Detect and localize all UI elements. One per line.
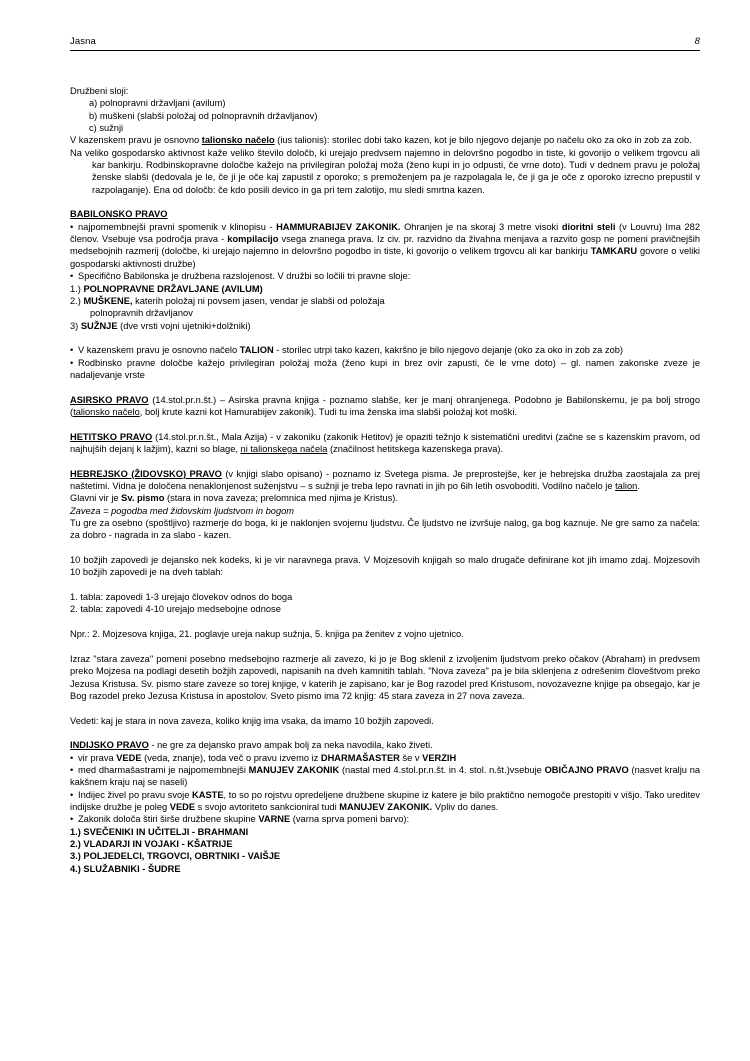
indian-bullet-manu [70,764,700,789]
talion-paragraph [70,134,700,146]
text-a: (v knjigi slabo opisano) - poznamo iz Svetega pisma. Je preprostejše, ker je hebrejska družba zaostajala za prej naštetimi. Vidna je določena nenaklonjenost suženjstvu – s sužnji je treba lepo ravnati in jih po 6ih letih osvoboditi. Vodilno načelo je [70,468,700,491]
label: SUŽNJE [80,320,118,331]
section-hebrejsko-pravo [70,468,700,493]
babylonian-class-1 [70,283,700,295]
rest: (dve vrsti vojni ujetniki+dolžniki) [117,320,251,331]
bullet-icon: • [70,345,74,356]
babylonian-class-2 [70,295,700,307]
rest: katerih položaj ni povsem jasen, vendar je slabši od položaja [132,295,385,306]
social-classes-label: Družbeni sloji: [70,86,129,96]
text-manujev-zakonik: MANUJEV ZAKONIK. [339,801,433,812]
text-a: Zakonik določa štiri širše družbene skupine [78,814,259,825]
num: 1.) [70,283,84,294]
bullet-icon: • [70,789,74,800]
page-header [70,36,700,51]
text-talion: talion [615,481,638,491]
header-author: Jasna [70,36,96,47]
spacer [70,727,700,739]
text-g: Vpliv do danes. [432,801,499,812]
spacer [70,640,700,652]
text-a: vir prava [78,752,117,763]
text-c: (varna sprva pomeni barvo): [290,814,410,825]
babylonian-class-3 [70,320,700,332]
text-e: (nasvet kralju na kakšnem kraju naj se naseli) [70,764,701,788]
heading-indijsko-pravo: INDIJSKO PRAVO [70,740,149,751]
text-c: (veda, znanje), toda več o pravu izvemo iz [141,752,321,763]
section-asirsko-pravo [70,394,700,419]
bullet-icon: • [70,271,74,282]
text-g: vsega znanega prava. Iz civ. pr. razvidno da živahna menjava a razvito gosp ne pomeni pravičnejših medsebojnih razmerij (določbe, ki urejajo najemno in delovršno pogodbo in tiste, ki govorijo o velikem trgovcu ali kar bankirju [70,234,701,257]
babylonian-class-2-cont: polnopravnih državljanov [90,308,193,319]
babylonian-bullet-hammurabi [70,221,700,270]
header-page-number: 8 [694,36,700,47]
spacer [70,616,700,628]
heading-rest: - ne gre za dejansko pravo ampak bolj za neka navodila, kako živeti. [148,740,433,751]
text-a: (14.stol.pr.n.št.) – Asirska pravna knjiga - poznamo slabše, ker je manj ohranjenega. Podobno je Babilonskemu, je pa bolj strogo ( [70,394,700,417]
spacer [70,196,700,208]
indian-bullet-varne [70,813,700,825]
text-c: - storilec utrpi tako kazen, kakršno je bilo njegovo dejanje (oko za oko in zob za zob) [273,345,624,356]
text-kompilacijo: kompilacijo [227,234,279,245]
text-vede: VEDE [169,801,196,812]
text: Rodbinsko pravne določbe kažejo privilegiran položaj moža (ženo kupi in brez ovir zapusti, če le vrne doto) – gl. namen zakonske zveze je nadaljevanje vrste [70,357,700,380]
text-e: (v Louvru) Ima 282 členov. Vsebuje vsa področja prava - [70,221,701,245]
document-body [70,85,700,875]
text: Specifično Babilonska je družbena razslojenost. V družbi so ločili tri pravne sloje: [78,271,411,282]
heading-hebrejsko-pravo: HEBREJSKO (ŽIDOVSKO) PRAVO [70,468,222,479]
varna-item: 4.) SLUŽABNIKI - ŠUDRE [70,863,181,874]
babylonian-bullet-talion [70,344,700,356]
text-c: Ohranjen je na skoraj 3 metre visoki [400,221,562,232]
spacer [70,542,700,554]
hebrew-relation-paragraph: Tu gre za osebno (spoštljivo) razmerje do boga, ki je naklonjen svojemu ljudstvu. Če ljudstvo ne izvršuje nalog, ga bog kaznuje. Ne gre samo za načela: za dobro - nagrada in za slabo - kazen. [70,518,700,541]
section-hetitsko-pravo [70,431,700,456]
talion-term: talionsko načelo [201,135,275,146]
text-talionsko-nacelo: talionsko načelo [73,406,140,417]
talion-post: (ius talionis): storilec dobi tako kazen, kot je bilo njegovo dejanje po načelu oko za oko in zob za zob. [274,135,692,146]
text-ni-talionskega-nacela: ni talionskega načela [240,443,328,454]
text-dioritni-steli: dioritni steli [561,221,616,232]
babylonian-bullet-classes [70,270,700,282]
commandments-intro: 10 božjih zapovedi je dejansko nek kodeks, ki je vir naravnega prava. V Mojzesovih knjigah so malo drugače definirane kot jih imamo zdaj. Mojzesovih 10 božjih zapovedi je na dveh tablah: [70,555,700,578]
bullet-icon: • [70,752,74,763]
text-a: med dharmašastrami je najpomembnejši [78,764,249,775]
label: MUŠKENE, [83,295,133,306]
commandments-example: Npr.: 2. Mojzesova knjiga, 21. poglavje ureja nakup sužnja, 5. knjiga pa ženitev z vojno ujetnico. [70,629,464,640]
heading-hetitsko-pravo: HETITSKO PRAVO [70,431,153,442]
spacer [70,381,700,393]
text-hammurabi: HAMMURABIJEV ZAKONIK. [276,221,401,232]
text-a: najpomembnejši pravni spomenik v klinopisu - [78,221,277,232]
indian-bullet-kaste [70,789,700,814]
bullet-icon: • [70,764,74,775]
text-a: Indijec živel po pravu svoje [78,789,193,800]
heading-babilonsko-pravo: BABILONSKO PRAVO [70,209,168,220]
text-dharmasaster: DHARMAŠASTER [320,752,400,763]
list-item: c) sužnji [89,123,124,134]
spacer [70,418,700,430]
text-b: (značilnost hetitskega kazenskega prava). [327,443,504,454]
text-varne: VARNE [258,814,291,825]
varna-item: 1.) SVEČENIKI IN UČITELJI - BRAHMANI [70,826,249,837]
section-indijsko-pravo [70,739,700,751]
text-e: še v [399,752,423,763]
text-kaste: KASTE [192,789,224,800]
text-a: V kazenskem pravu je osnovno načelo [78,345,240,356]
bullet-icon: • [70,814,74,825]
text-talion: TALION [239,345,274,356]
num: 2.) [70,295,84,306]
varna-item: 2.) VLADARJI IN VOJAKI - KŠATRIJE [70,838,233,849]
text-sv-pismo: Sv. pismo [121,493,165,504]
definition: = pogodba med židovskim ljudstvom in bogom [100,505,295,516]
text-vede: VEDE [116,752,142,763]
economy-paragraph: Na veliko gospodarsko aktivnost kaže veliko število določb, ki urejajo predvsem najemno in delovršno pogodbo in tiste, ki govorijo o velikem trgovcu ali kar bankirju. Rodbinskopravne določbe kažejo na privilegiran položaj moža (ženo kupi in jo odpusti, če vrne doto). Tudi v dednem pravu je položaj ženske slabši (dedovala je le, če ji je oče kaj zapustil z oporoko; s premoženjem pa je razpolagala le, če ji ga je oče z oporoko izrecno prepustil v razpolaganje). Ena od določb: če kdo posili devico in ga pri tem zalotijo, mu sledi smrtna kazen. [70,147,700,195]
commandments-table-2: 2. tabla: zapovedi 4-10 urejajo medsebojne odnose [70,604,281,615]
babylonian-bullet-family [70,357,700,382]
heading-asirsko-pravo: ASIRSKO PRAVO [70,394,149,405]
indian-bullet-vede [70,752,700,764]
hebrew-covenant-definition [70,505,700,517]
term: Zaveza [70,505,101,516]
text-tamkaru: TAMKARU [590,246,638,257]
varna-item: 3.) POLJEDELCI, TRGOVCI, OBRTNIKI - VAIŠJE [70,851,281,862]
spacer [70,455,700,467]
commandments-table-1: 1. tabla: zapovedi 1-3 urejajo človekov odnos do boga [70,592,293,603]
text-verzih: VERZIH [422,752,457,763]
list-item: a) polnopravni državljani (avilum) [89,98,226,109]
bullet-icon: • [70,357,74,368]
text-a: Glavni vir je [70,493,122,504]
text-b: . [637,481,640,491]
text-b: , bolj krute kazni kot Hamurabijev zakonik). Tudi tu ima ženska ima slabši položaj kot moški. [139,406,517,417]
label: POLNOPRAVNE DRŽAVLJANE (AVILUM) [83,283,263,294]
spacer [70,702,700,714]
text-obicajno-pravo: OBIČAJNO PRAVO [544,764,629,775]
spacer [70,332,700,344]
text-manujev-zakonik: MANUJEV ZAKONIK [248,764,340,775]
text-i: govore o veliki gospodarski aktivnosti družbe) [70,246,700,269]
hebrew-know-note: Vedeti: kaj je stara in nova zaveza, koliko knjig ima vsaka, da imamo 10 božjih zapovedi. [70,715,434,726]
bullet-icon: • [70,221,74,232]
text-c: , to so po rojstvu opredeljene družbene skupine iz katere je bilo praktično nemogoče prestopiti v višjo. Tako ureditev indijske družbe je poleg [70,789,701,812]
text-c: (nastal med 4.stol.pr.n.št. in 4. stol. n.št.)vsebuje [339,764,545,775]
text-a: (14.stol.pr.n.št., Mala Azija) - v zakoniku (zakonik Hetitov) je opaziti težnjo k sistematični ureditvi (začne se s kazenskim pravom, od najhujših dejanj k lažjim), kazni so blage, [70,431,700,454]
list-item: b) muškeni (slabši položaj od polnopravnih državljanov) [89,110,318,121]
hebrew-main-source [70,492,700,504]
text-e: s svojo avtoriteto sankcioniral tudi [195,801,340,812]
num: 3) [70,320,81,331]
talion-pre: V kazenskem pravu je osnovno [70,135,202,146]
text-b: (stara in nova zaveza; prelomnica med njima je Kristus). [164,493,398,504]
spacer [70,579,700,591]
covenant-paragraph: Izraz "stara zaveza" pomeni posebno medsebojno razmerje ali zavezo, ki jo je Bog sklenil z izvoljenim ljudstvom preko očakov (Abraham) in predvsem preko Mojzesa na podlagi desetih božjih zapovedi, napisanih na dveh kamnitih tablah. "Nova zaveza" pa je bila sklenjena z odrešenim človeštvom preko Jezusa Kristusa. Sv. pismo stare zaveze so torej knjige, v katerih je zapisano, kar je Bog razodel pred Kristusom, novozavezne knjige pa obsegajo, kar je Bog razodel preko Jezusa Kristusa in apostolov. Sveto pismo ima 72 knjig: 45 stara zaveza in 27 nova zaveza. [70,653,700,701]
